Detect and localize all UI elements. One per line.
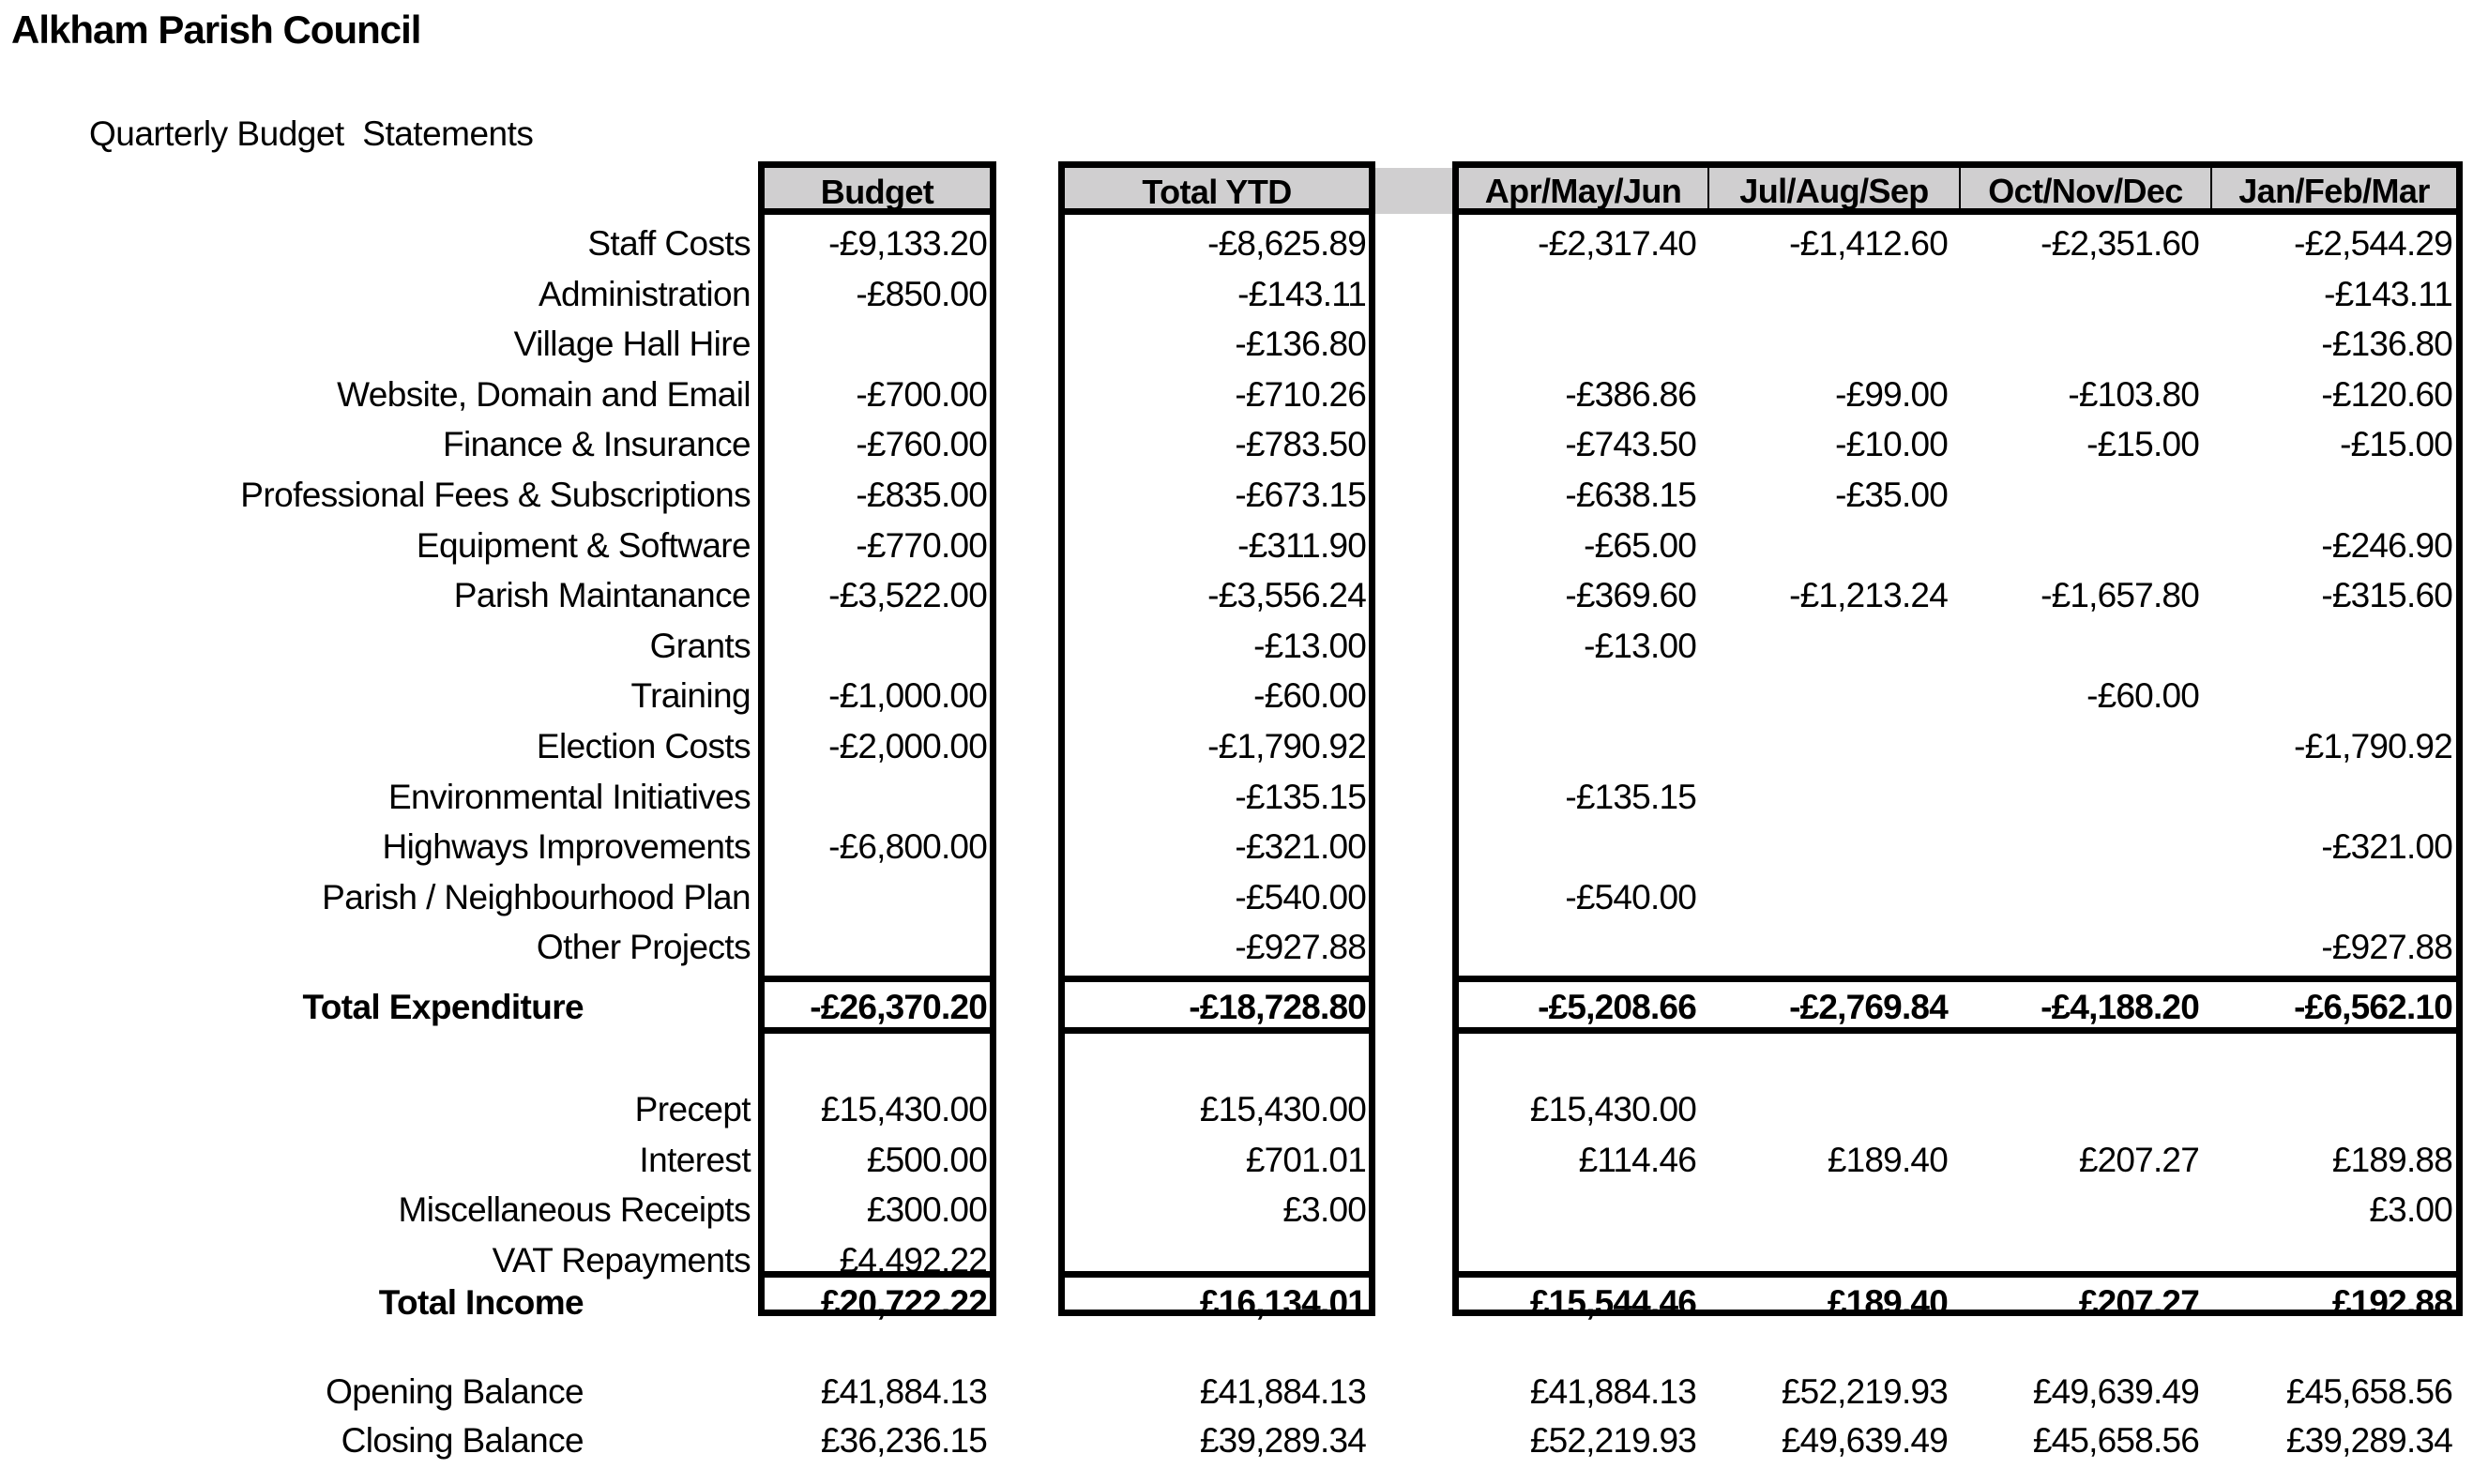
expense-row-ytd: -£540.00 [1235, 878, 1366, 916]
balance-row-label: Closing Balance [341, 1421, 584, 1460]
header-q2: Jul/Aug/Sep [1739, 172, 1929, 210]
header-divider [1707, 168, 1709, 214]
expense-row-label: Parish Maintanance [453, 576, 751, 614]
income-row-ytd: £3.00 [1282, 1190, 1366, 1229]
income-row-label: Precept [634, 1090, 751, 1128]
header-budget: Budget [758, 161, 996, 214]
expense-row-budget: -£9,133.20 [828, 224, 987, 263]
balance-row-q2: £52,219.93 [1781, 1372, 1948, 1411]
balance-row-q3: £45,658.56 [2032, 1421, 2199, 1460]
income-row-budget: £15,430.00 [820, 1090, 987, 1128]
expense-row-budget: -£2,000.00 [828, 727, 987, 765]
header-divider [2210, 168, 2212, 214]
header-q4: Jan/Feb/Mar [2238, 172, 2430, 210]
expense-row-label: Website, Domain and Email [337, 375, 751, 414]
expense-row-q1: -£743.50 [1565, 425, 1696, 463]
income-row-q3: £207.27 [2078, 1141, 2199, 1179]
balance-row-budget: £36,236.15 [820, 1421, 987, 1460]
expense-row-label: Other Projects [536, 928, 751, 966]
expense-row-q4: -£927.88 [2321, 928, 2452, 966]
expense-row-ytd: -£3,556.24 [1207, 576, 1366, 614]
expense-row-label: Staff Costs [587, 224, 751, 263]
income-row-budget: £300.00 [866, 1190, 987, 1229]
income-row-q4: £3.00 [2369, 1190, 2452, 1229]
expense-row-q4: -£136.80 [2321, 325, 2452, 363]
header-total-ytd: Total YTD [1058, 161, 1375, 214]
balance-row-budget: £41,884.13 [820, 1372, 987, 1411]
expense-row-ytd: -£783.50 [1235, 425, 1366, 463]
total-expenditure-row-q1: -£5,208.66 [1538, 988, 1696, 1026]
expense-row-label: Highways Improvements [382, 827, 751, 866]
expense-row-ytd: -£1,790.92 [1207, 727, 1366, 765]
balance-row-q1: £52,219.93 [1529, 1421, 1696, 1460]
expense-row-ytd: -£927.88 [1235, 928, 1366, 966]
expense-row-q1: -£135.15 [1565, 778, 1696, 816]
expense-row-label: Training [630, 676, 751, 715]
total-expenditure-row-budget: -£26,370.20 [810, 988, 987, 1026]
income-row-budget: £4,492.22 [839, 1241, 987, 1280]
income-row-budget: £500.00 [866, 1141, 987, 1179]
expense-row-q4: -£120.60 [2321, 375, 2452, 414]
expense-row-budget: -£850.00 [856, 275, 987, 313]
balance-row-q2: £49,639.49 [1781, 1421, 1948, 1460]
expense-row-budget: -£1,000.00 [828, 676, 987, 715]
income-row-ytd: £15,430.00 [1199, 1090, 1366, 1128]
exp-total-top-line [1058, 976, 1375, 982]
total-income-row-label: Total Income [378, 1283, 584, 1322]
balance-row-ytd: £41,884.13 [1199, 1372, 1366, 1411]
header-q1: Apr/May/Jun [1484, 172, 1682, 210]
inc-total-top-line [1058, 1271, 1375, 1278]
income-row-q1: £114.46 [1578, 1141, 1696, 1179]
income-row-q4: £189.88 [2331, 1141, 2452, 1179]
inc-total-top-line [1452, 1271, 2463, 1278]
expense-row-q1: -£13.00 [1584, 627, 1696, 665]
total-income-row-ytd: £16,134.01 [1199, 1283, 1366, 1322]
expense-row-q3: -£2,351.60 [2041, 224, 2199, 263]
expense-row-budget: -£3,522.00 [828, 576, 987, 614]
exp-total-top-line [758, 976, 996, 982]
expense-row-q4: -£1,790.92 [2294, 727, 2452, 765]
expense-row-budget: -£700.00 [856, 375, 987, 414]
expense-row-budget: -£770.00 [856, 526, 987, 565]
page-title: Alkham Parish Council [11, 8, 421, 52]
expense-row-label: Village Hall Hire [513, 325, 751, 363]
income-row-q1: £15,430.00 [1529, 1090, 1696, 1128]
expense-row-q3: -£103.80 [2068, 375, 2199, 414]
expense-row-label: Finance & Insurance [443, 425, 751, 463]
total-income-row-q2: £189.40 [1827, 1283, 1948, 1322]
expense-row-label: Grants [649, 627, 751, 665]
expense-row-q1: -£2,317.40 [1538, 224, 1696, 263]
expense-row-q2: -£10.00 [1835, 425, 1948, 463]
total-expenditure-row-q2: -£2,769.84 [1789, 988, 1948, 1026]
total-income-row-budget: £20,722.22 [820, 1283, 987, 1322]
exp-total-top-line [1452, 976, 2463, 982]
total-income-row-q1: £15,544.46 [1529, 1283, 1696, 1322]
expense-row-label: Equipment & Software [416, 526, 751, 565]
expense-row-q4: -£246.90 [2321, 526, 2452, 565]
expense-row-q4: -£2,544.29 [2294, 224, 2452, 263]
expense-row-ytd: -£311.90 [1237, 526, 1366, 565]
expense-row-ytd: -£135.15 [1235, 778, 1366, 816]
expense-row-ytd: -£673.15 [1235, 476, 1366, 514]
total-income-row-q3: £207.27 [2078, 1283, 2199, 1322]
total-expenditure-row-q3: -£4,188.20 [2041, 988, 2199, 1026]
income-row-label: Miscellaneous Receipts [398, 1190, 751, 1229]
expense-row-q4: -£315.60 [2321, 576, 2452, 614]
expense-row-q3: -£15.00 [2086, 425, 2199, 463]
expense-row-q2: -£1,412.60 [1789, 224, 1948, 263]
expense-row-q1: -£638.15 [1565, 476, 1696, 514]
expense-row-q1: -£65.00 [1584, 526, 1696, 565]
income-row-ytd: £701.01 [1245, 1141, 1366, 1179]
expense-row-q2: -£99.00 [1835, 375, 1948, 414]
balance-row-q4: £39,289.34 [2285, 1421, 2452, 1460]
expense-row-label: Parish / Neighbourhood Plan [322, 878, 751, 916]
balance-row-ytd: £39,289.34 [1199, 1421, 1366, 1460]
expense-row-budget: -£760.00 [856, 425, 987, 463]
balance-row-q3: £49,639.49 [2032, 1372, 2199, 1411]
balance-row-q1: £41,884.13 [1529, 1372, 1696, 1411]
expense-row-ytd: -£321.00 [1235, 827, 1366, 866]
page-subtitle: Quarterly Budget Statements [89, 114, 534, 153]
header-gap-band [1375, 168, 1452, 214]
header-q3: Oct/Nov/Dec [1988, 172, 2183, 210]
expense-row-q3: -£1,657.80 [2041, 576, 2199, 614]
expense-row-budget: -£6,800.00 [828, 827, 987, 866]
expense-row-label: Election Costs [536, 727, 751, 765]
expense-row-label: Professional Fees & Subscriptions [240, 476, 751, 514]
balance-row-label: Opening Balance [326, 1372, 584, 1411]
expense-row-q1: -£386.86 [1565, 375, 1696, 414]
expense-row-ytd: -£710.26 [1235, 375, 1366, 414]
expense-row-q4: -£321.00 [2321, 827, 2452, 866]
expense-row-ytd: -£13.00 [1253, 627, 1366, 665]
expense-row-q1: -£540.00 [1565, 878, 1696, 916]
expense-row-ytd: -£60.00 [1253, 676, 1366, 715]
expense-row-q4: -£143.11 [2324, 275, 2452, 313]
expense-row-label: Administration [538, 275, 751, 313]
expense-row-label: Environmental Initiatives [387, 778, 751, 816]
expense-row-budget: -£835.00 [856, 476, 987, 514]
expense-row-q4: -£15.00 [2340, 425, 2452, 463]
expense-row-q3: -£60.00 [2086, 676, 2199, 715]
expense-row-q2: -£1,213.24 [1789, 576, 1948, 614]
expense-row-ytd: -£143.11 [1237, 275, 1366, 313]
total-expenditure-row-label: Total Expenditure [302, 988, 584, 1026]
expense-row-q1: -£369.60 [1565, 576, 1696, 614]
balance-row-q4: £45,658.56 [2285, 1372, 2452, 1411]
expense-row-q2: -£35.00 [1835, 476, 1948, 514]
income-row-label: Interest [639, 1141, 751, 1179]
expense-row-ytd: -£136.80 [1235, 325, 1366, 363]
header-divider [1959, 168, 1961, 214]
income-row-q2: £189.40 [1827, 1141, 1948, 1179]
total-expenditure-row-q4: -£6,562.10 [2294, 988, 2452, 1026]
income-row-label: VAT Repayments [492, 1241, 751, 1280]
total-income-row-q4: £192.88 [2331, 1283, 2452, 1322]
total-expenditure-row-ytd: -£18,728.80 [1189, 988, 1366, 1026]
expense-row-ytd: -£8,625.89 [1207, 224, 1366, 263]
